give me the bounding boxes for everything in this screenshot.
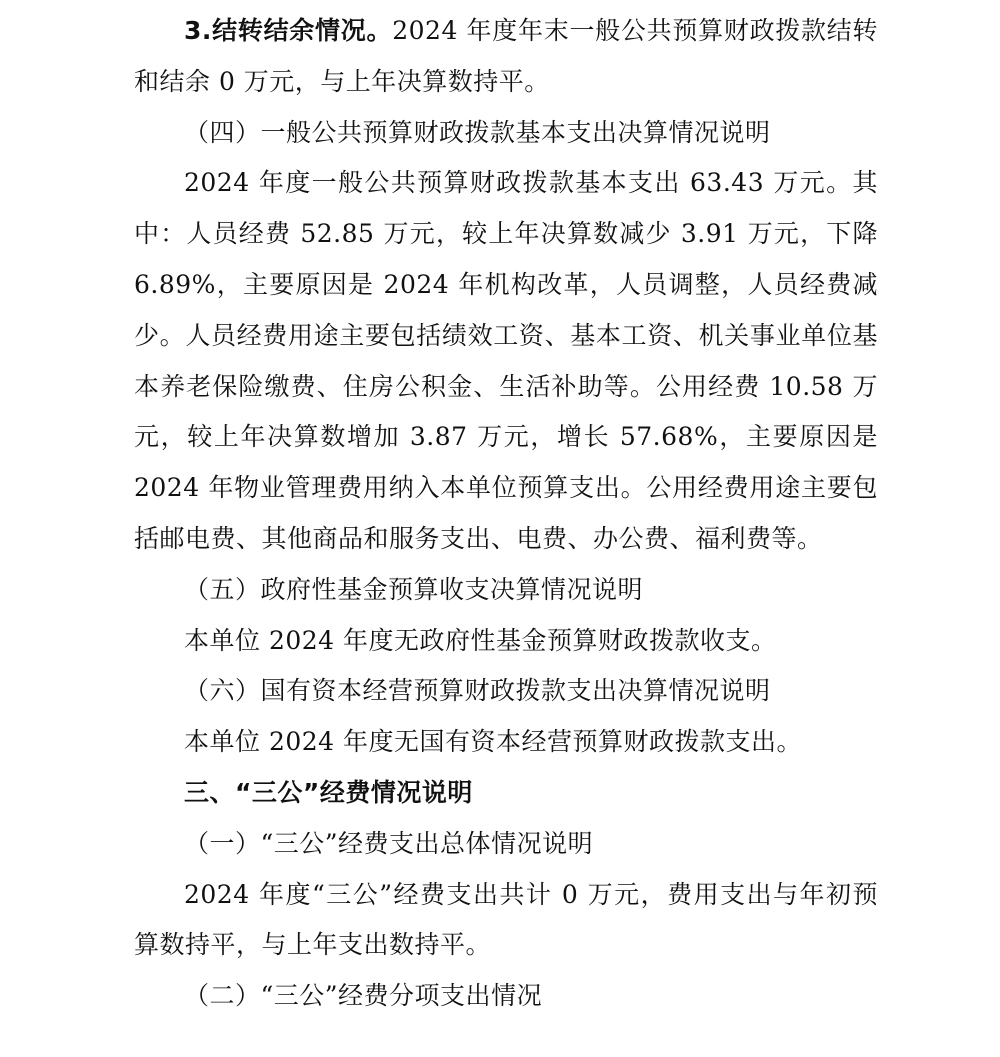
state-capital-paragraph: 本单位 2024 年度无国有资本经营预算财政拨款支出。: [184, 727, 803, 757]
basic-expenditure-paragraph: 2024 年度一般公共预算财政拨款基本支出 63.43 万元。其中：人员经费 52.85 万元，较上年决算数减少 3.91 万元，下降 6.89%，主要原因是 2024 年机构改革，人员调整，人员经费减少。人员经费用途主要包括绩效工资、基本工资、机关事业单位基本养老保险缴费、住房公积金、生活补助等。公用经费 10.58 万元，较上年决算数增加 3.87 万元，增长 57.68%，主要原因是 2024 年物业管理费用纳入本单位预算支出。公用经费用途主要包括邮电费、其他商品和服务支出、电费、办公费、福利费等。: [134, 168, 878, 553]
three-public-itemized-heading: （二）“三公”经费分项支出情况: [184, 981, 543, 1011]
government-fund-paragraph: 本单位 2024 年度无政府性基金预算财政拨款收支。: [184, 625, 777, 655]
carryover-label: 3.结转结余情况。: [184, 16, 393, 45]
government-fund-heading: （五）政府性基金预算收支决算情况说明: [184, 574, 644, 604]
document-page: [134, 6, 878, 1022]
three-public-overall-heading: （一）“三公”经费支出总体情况说明: [184, 828, 594, 858]
three-public-heading: 三、“三公”经费情况说明: [184, 777, 473, 807]
carryover-text: 2024 年度年末一般公共预算财政拨款结转和结余 0 万元，与上年决算数持平。: [134, 16, 878, 96]
state-capital-heading: （六）国有资本经营预算财政拨款支出决算情况说明: [184, 676, 771, 706]
carryover-paragraph: [134, 6, 878, 108]
three-public-overall-paragraph: 2024 年度“三公”经费支出共计 0 万元，费用支出与年初预算数持平，与上年支出数持平。: [134, 879, 878, 960]
basic-expenditure-heading: （四）一般公共预算财政拨款基本支出决算情况说明: [184, 117, 771, 147]
